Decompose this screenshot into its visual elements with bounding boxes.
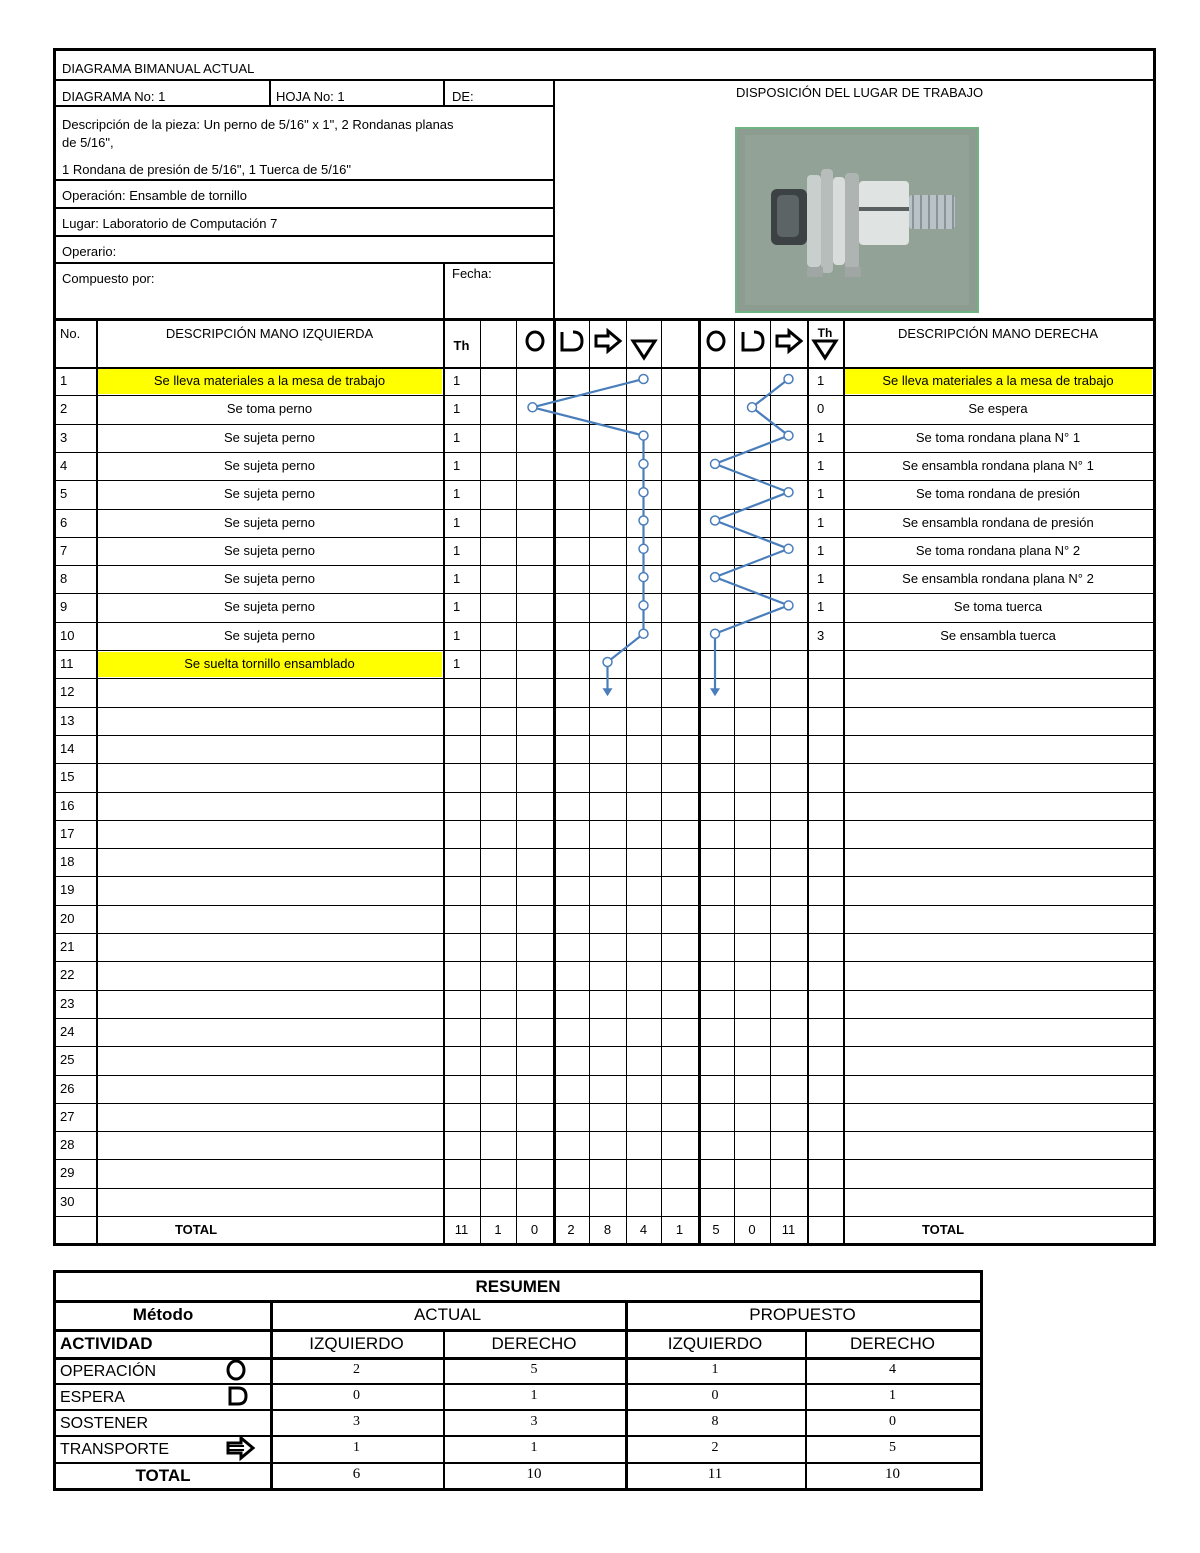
right-total-label: TOTAL xyxy=(921,1222,965,1237)
row-number: 14 xyxy=(60,740,75,756)
row-number: 6 xyxy=(60,514,68,530)
right-hand-activity: Se ensambla rondana de presión xyxy=(902,514,1094,530)
flow-lines xyxy=(56,51,1153,1243)
left-hand-activity: Se sujeta perno xyxy=(223,457,316,473)
right-flow-node xyxy=(784,375,793,384)
left-hand-activity: Se sujeta perno xyxy=(223,542,316,558)
summary-value: 5 xyxy=(889,1440,896,1455)
row-number: 25 xyxy=(60,1052,75,1068)
right-time-value: 1 xyxy=(817,542,825,558)
left-hand-activity: Se toma perno xyxy=(226,401,313,417)
total-value: 0 xyxy=(530,1222,539,1237)
delay-icon xyxy=(230,1388,246,1404)
summary-total-label: TOTAL xyxy=(135,1466,191,1485)
summary-value: 0 xyxy=(711,1388,719,1403)
summary-value: 2 xyxy=(711,1440,719,1455)
left-time-value: 1 xyxy=(453,373,461,388)
row-number: 19 xyxy=(60,882,75,898)
bimanual-chart-form xyxy=(53,48,1156,1246)
row-number: 8 xyxy=(60,571,68,587)
activity-label: TRANSPORTE xyxy=(60,1441,170,1458)
row-number: 7 xyxy=(60,542,68,558)
left-time-value: 1 xyxy=(453,571,461,587)
total-value: 1 xyxy=(675,1222,684,1237)
right-flow-node xyxy=(784,544,793,553)
summary-total-value: 11 xyxy=(707,1466,723,1482)
piece-description-line-3: 1 Rondana de presión de 5/16", 1 Tuerca de 5/16" xyxy=(62,162,351,177)
left-hand-activity: Se sujeta perno xyxy=(223,429,316,445)
right-time-value: 1 xyxy=(817,373,825,388)
transport-icon xyxy=(228,1438,253,1458)
left-time-value: 1 xyxy=(453,486,461,502)
right-hand-activity: Se toma tuerca xyxy=(953,599,1043,615)
summary-table xyxy=(53,1270,983,1491)
row-number: 29 xyxy=(60,1165,75,1181)
left-hand-activity: Se suelta tornillo ensamblado xyxy=(184,656,355,671)
right-hand-activity: Se ensambla rondana plana N° 2 xyxy=(902,571,1094,587)
left-flow-node xyxy=(639,601,648,610)
left-hand-description-header: DESCRIPCIÓN MANO IZQUIERDA xyxy=(165,326,374,341)
summary-value: 1 xyxy=(353,1440,360,1455)
left-hand-activity: Se lleva materiales a la mesa de trabajo xyxy=(153,373,386,388)
operator-field: Operario: xyxy=(62,244,117,259)
total-value: 11 xyxy=(781,1222,796,1237)
left-hand-activity: Se sujeta perno xyxy=(223,486,316,502)
left-flow-node xyxy=(603,658,612,667)
sheet-of: DE: xyxy=(452,89,474,104)
left-flow-node xyxy=(639,459,648,468)
summary-value: 0 xyxy=(353,1388,360,1403)
left-total-label: TOTAL xyxy=(174,1222,218,1237)
row-number: 24 xyxy=(60,1023,75,1039)
hand-header-izquierdo: IZQUIERDO xyxy=(309,1334,404,1353)
right-flow-node xyxy=(711,573,720,582)
summary-value: 1 xyxy=(530,1388,538,1403)
right-time-value: 1 xyxy=(817,514,825,530)
activity-label: OPERACIÓN xyxy=(60,1363,157,1380)
hand-header-derecho: DERECHO xyxy=(491,1334,577,1353)
hand-header-izquierdo: IZQUIERDO xyxy=(667,1334,763,1353)
right-hand-activity: Se espera xyxy=(968,401,1028,417)
row-number: 9 xyxy=(60,599,68,615)
left-flow-node xyxy=(639,375,648,384)
row-number: 4 xyxy=(60,457,68,473)
workplace-layout-label: DISPOSICIÓN DEL LUGAR DE TRABAJO xyxy=(736,85,984,100)
left-time-value: 1 xyxy=(453,429,461,445)
row-number: 27 xyxy=(60,1108,75,1124)
row-number: 16 xyxy=(60,797,75,813)
total-value: 8 xyxy=(603,1222,612,1237)
left-flow-node xyxy=(639,544,648,553)
row-number: 1 xyxy=(60,373,68,388)
method-header: Método xyxy=(132,1305,194,1324)
right-flow-node xyxy=(711,459,720,468)
actual-header: ACTUAL xyxy=(413,1305,482,1324)
summary-divider xyxy=(56,1357,980,1360)
piece-description-line-2: de 5/16", xyxy=(62,135,114,150)
right-hand-activity: Se toma rondana de presión xyxy=(915,486,1081,502)
right-flow-node xyxy=(711,629,720,638)
row-number: 18 xyxy=(60,854,75,870)
right-time-value: 1 xyxy=(817,571,825,587)
left-time-value: 1 xyxy=(453,514,461,530)
summary-value: 0 xyxy=(889,1414,896,1429)
right-hand-activity: Se toma rondana plana N° 1 xyxy=(915,429,1081,445)
left-flow-node xyxy=(639,488,648,497)
left-time-value: 1 xyxy=(453,599,461,615)
piece-description-line-1: Descripción de la pieza: Un perno de 5/16" x 1", 2 Rondanas planas xyxy=(62,117,454,132)
operation-icon xyxy=(228,1361,244,1379)
right-hand-flow-line xyxy=(715,379,789,694)
activity-label: SOSTENER xyxy=(60,1415,149,1432)
row-number: 2 xyxy=(60,401,68,417)
summary-title: RESUMEN xyxy=(475,1277,561,1296)
summary-value: 3 xyxy=(530,1414,538,1429)
right-flow-node xyxy=(784,431,793,440)
left-hand-activity: Se sujeta perno xyxy=(223,571,316,587)
row-number: 22 xyxy=(60,967,75,983)
left-time-value: 1 xyxy=(453,656,461,671)
summary-divider xyxy=(56,1462,980,1464)
diagram-title: DIAGRAMA BIMANUAL ACTUAL xyxy=(62,61,255,76)
row-number: 30 xyxy=(60,1193,75,1209)
right-hand-activity: Se lleva materiales a la mesa de trabajo xyxy=(882,373,1114,388)
summary-value: 8 xyxy=(711,1414,719,1429)
right-flow-arrow-icon xyxy=(710,688,720,696)
left-hand-activity: Se sujeta perno xyxy=(223,627,316,643)
right-time-value: 1 xyxy=(817,486,825,502)
right-time-value: 1 xyxy=(817,599,825,615)
row-number: 12 xyxy=(60,684,75,700)
summary-value: 1 xyxy=(889,1388,896,1403)
right-time-value: 1 xyxy=(817,429,825,445)
bolt-assembly-photo xyxy=(735,127,979,313)
activity-label: ESPERA xyxy=(60,1389,125,1406)
summary-value: 2 xyxy=(353,1362,360,1377)
right-flow-node xyxy=(784,488,793,497)
summary-divider xyxy=(56,1329,980,1332)
row-number: 10 xyxy=(60,627,75,643)
row-number: 3 xyxy=(60,429,68,445)
date-field: Fecha: xyxy=(452,266,492,281)
summary-value: 5 xyxy=(530,1362,538,1377)
total-value: 0 xyxy=(748,1222,756,1237)
left-flow-node xyxy=(639,573,648,582)
left-hand-flow-line xyxy=(533,379,644,694)
row-number: 20 xyxy=(60,910,75,926)
left-time-value: 1 xyxy=(453,401,461,417)
right-flow-node xyxy=(748,403,757,412)
row-number: 13 xyxy=(60,712,75,728)
total-value: 5 xyxy=(712,1222,720,1237)
total-value: 1 xyxy=(494,1222,502,1237)
summary-value: 1 xyxy=(530,1440,538,1455)
row-number: 11 xyxy=(60,656,74,671)
left-flow-arrow-icon xyxy=(603,688,613,696)
summary-value: 4 xyxy=(889,1362,896,1377)
left-time-header: Th xyxy=(453,338,470,353)
sheet-number: HOJA No: 1 xyxy=(276,89,345,104)
bolt-assembly-image xyxy=(737,129,977,311)
diagram-number: DIAGRAMA No: 1 xyxy=(62,89,166,104)
summary-divider xyxy=(56,1409,980,1411)
total-value: 2 xyxy=(567,1222,575,1237)
transport-icon-stripes xyxy=(228,1446,244,1450)
summary-total-value: 10 xyxy=(885,1466,900,1482)
left-time-value: 1 xyxy=(453,627,461,643)
right-hand-activity: Se ensambla tuerca xyxy=(940,627,1056,643)
right-time-header: Th xyxy=(817,326,833,340)
right-flow-node xyxy=(784,601,793,610)
summary-symbol-icons xyxy=(216,1357,276,1467)
total-value: 4 xyxy=(639,1222,648,1237)
row-number: 17 xyxy=(60,825,75,841)
summary-divider xyxy=(56,1300,980,1303)
summary-value: 1 xyxy=(711,1362,719,1377)
summary-total-value: 6 xyxy=(352,1466,361,1482)
left-flow-node xyxy=(639,516,648,525)
summary-divider xyxy=(56,1435,980,1437)
proposed-header: PROPUESTO xyxy=(749,1305,856,1324)
hand-header-derecho: DERECHO xyxy=(849,1334,935,1353)
left-time-value: 1 xyxy=(453,542,461,558)
left-flow-node xyxy=(639,629,648,638)
right-flow-node xyxy=(711,516,720,525)
row-number: 28 xyxy=(60,1137,75,1153)
left-flow-node xyxy=(639,431,648,440)
row-number: 26 xyxy=(60,1080,75,1096)
left-hand-activity: Se sujeta perno xyxy=(223,599,316,615)
left-time-value: 1 xyxy=(453,457,461,473)
row-number: 15 xyxy=(60,769,75,785)
total-value: 11 xyxy=(454,1222,469,1237)
summary-divider xyxy=(56,1383,980,1385)
row-number: 5 xyxy=(60,486,68,502)
right-time-value: 3 xyxy=(817,627,825,643)
right-time-value: 1 xyxy=(817,457,825,473)
summary-value: 3 xyxy=(353,1414,360,1429)
operation-field: Operación: Ensamble de tornillo xyxy=(62,188,247,203)
summary-total-value: 10 xyxy=(526,1466,542,1482)
row-number-header: No. xyxy=(60,326,81,341)
location-field: Lugar: Laboratorio de Computación 7 xyxy=(62,216,278,231)
right-hand-description-header: DESCRIPCIÓN MANO DERECHA xyxy=(897,326,1099,341)
right-hand-activity: Se toma rondana plana N° 2 xyxy=(915,542,1081,558)
left-hand-activity: Se sujeta perno xyxy=(223,514,316,530)
left-flow-node xyxy=(528,403,537,412)
composed-by-field: Compuesto por: xyxy=(62,271,155,286)
activity-header: ACTIVIDAD xyxy=(60,1334,153,1353)
right-time-value: 0 xyxy=(817,401,825,417)
right-hand-activity: Se ensambla rondana plana N° 1 xyxy=(902,457,1094,473)
row-number: 23 xyxy=(60,995,75,1011)
row-number: 21 xyxy=(60,939,75,954)
